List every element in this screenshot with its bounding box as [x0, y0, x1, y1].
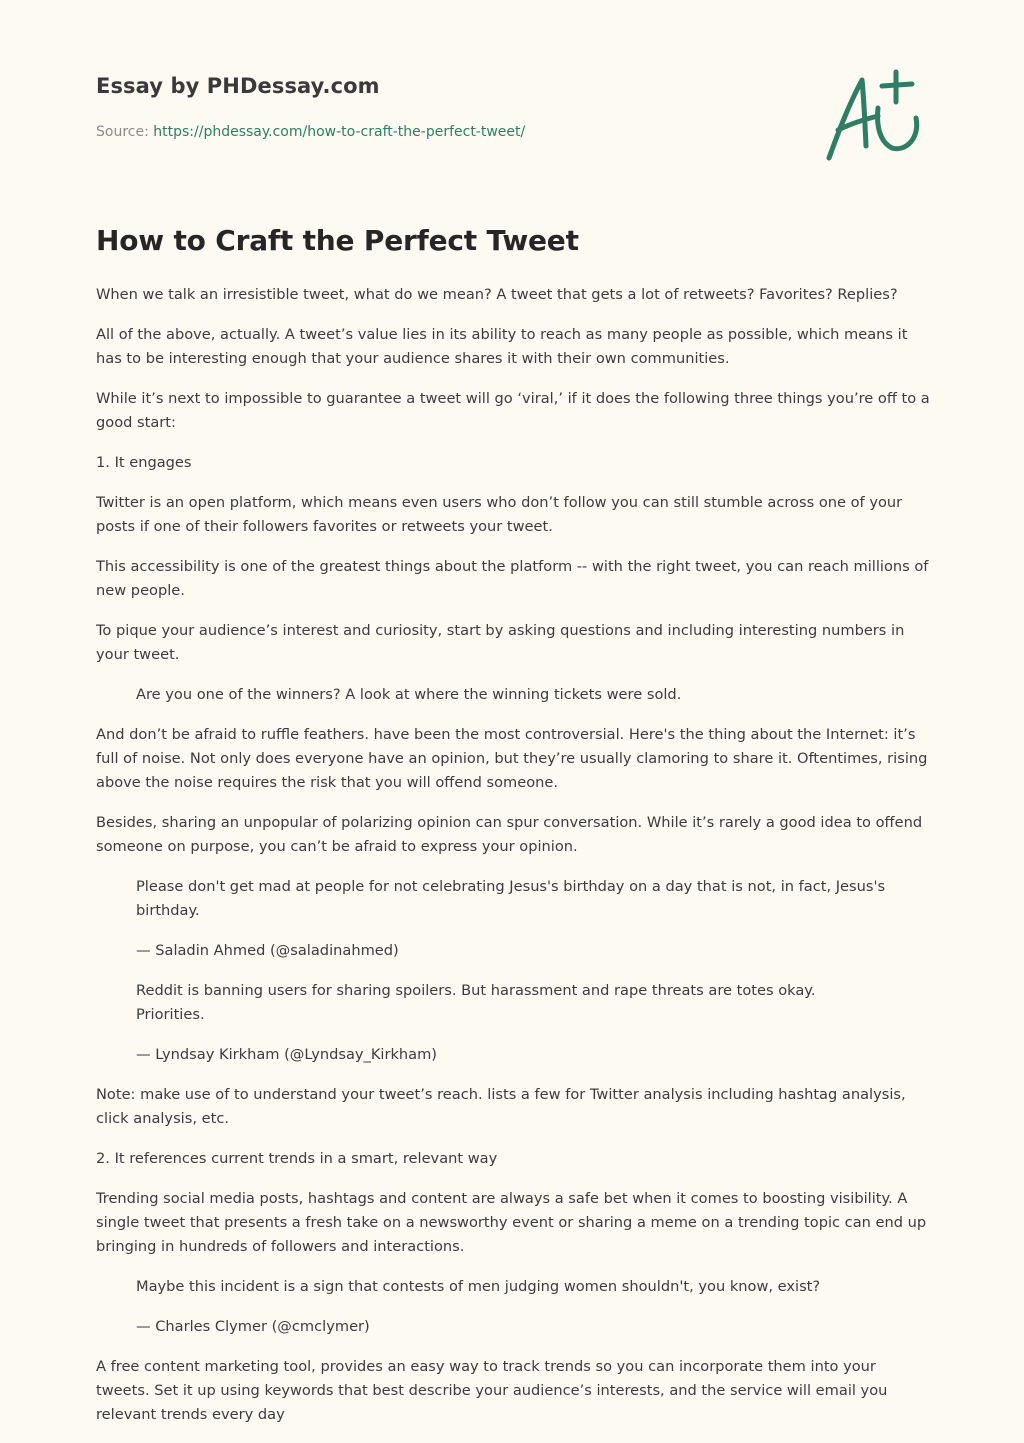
section-heading: 2. It references current trends in a smart, relevant way — [96, 1150, 498, 1167]
paragraph: While it’s next to impossible to guarantee a tweet will go ‘viral,’ if it does the following three things you’re off to a good start: — [96, 390, 930, 431]
paragraph: Trending social media posts, hashtags and content are always a safe bet when it comes to boosting visibility. A single tweet that presents a fresh take on a newsworthy event or sharing a meme on a trending topic can end up bringing in hundreds of followers and interactions. — [96, 1190, 927, 1255]
tweet-quote — [96, 979, 932, 1027]
a-plus-logo-icon — [822, 66, 932, 166]
tweet-quote: Are you one of the winners? A look at where the winning tickets were sold. — [136, 686, 682, 703]
site-brand: Essay by PHDessay.com — [96, 74, 380, 98]
paragraph: Besides, sharing an unpopular of polarizing opinion can spur conversation. While it’s rarely a good idea to offend someone on purpose, you can’t be afraid to express your opinion. — [96, 814, 923, 855]
section-heading: 1. It engages — [96, 454, 192, 471]
article — [96, 224, 932, 1443]
source-line — [96, 124, 525, 140]
tweet-quote-line: Reddit is banning users for sharing spoilers. But harassment and rape threats are totes okay. — [136, 982, 816, 999]
paragraph: A free content marketing tool, provides an easy way to track trends so you can incorporate them into your tweets. Set it up using keywords that best describe your audience’s interests, and the service will email you relevant trends every day — [96, 1358, 888, 1423]
tweet-quote: Please don't get mad at people for not celebrating Jesus's birthday on a day that is not, in fact, Jesus's birthday. — [136, 878, 886, 919]
tweet-attribution: — Lyndsay Kirkham (@Lyndsay_Kirkham) — [136, 1046, 438, 1063]
paragraph: When we talk an irresistible tweet, what do we mean? A tweet that gets a lot of retweets? Favorites? Replies? — [96, 286, 898, 303]
tweet-quote-line: Priorities. — [136, 1006, 205, 1023]
paragraph: To pique your audience’s interest and curiosity, start by asking questions and including interesting numbers in your tweet. — [96, 622, 905, 663]
paragraph: And don’t be afraid to ruffle feathers. have been the most controversial. Here's the thing about the Internet: it’s full of noise. Not only does everyone have an opinion, but they’re usually clamoring to share it. Oftentimes, rising above the noise requires the risk that you will offend someone. — [96, 726, 928, 791]
tweet-attribution: — Charles Clymer (@cmclymer) — [136, 1318, 370, 1335]
paragraph: Note: make use of to understand your tweet’s reach. lists a few for Twitter analysis including hashtag analysis, click analysis, etc. — [96, 1086, 906, 1127]
page-header — [96, 74, 928, 140]
paragraph: All of the above, actually. A tweet’s value lies in its ability to reach as many people as possible, which means it has to be interesting enough that your audience shares it with their own communities. — [96, 326, 908, 367]
source-label: Source: — [96, 124, 154, 140]
paragraph: Twitter is an open platform, which means even users who don’t follow you can still stumble across one of your posts if one of their followers favorites or retweets your tweet. — [96, 494, 903, 535]
tweet-quote: Maybe this incident is a sign that contests of men judging women shouldn't, you know, exist? — [136, 1278, 821, 1295]
tweet-attribution: — Saladin Ahmed (@saladinahmed) — [136, 942, 399, 959]
article-title: How to Craft the Perfect Tweet — [96, 224, 579, 257]
paragraph: This accessibility is one of the greatest things about the platform -- with the right tweet, you can reach millions of new people. — [96, 558, 929, 599]
source-link[interactable]: https://phdessay.com/how-to-craft-the-perfect-tweet/ — [153, 124, 526, 140]
